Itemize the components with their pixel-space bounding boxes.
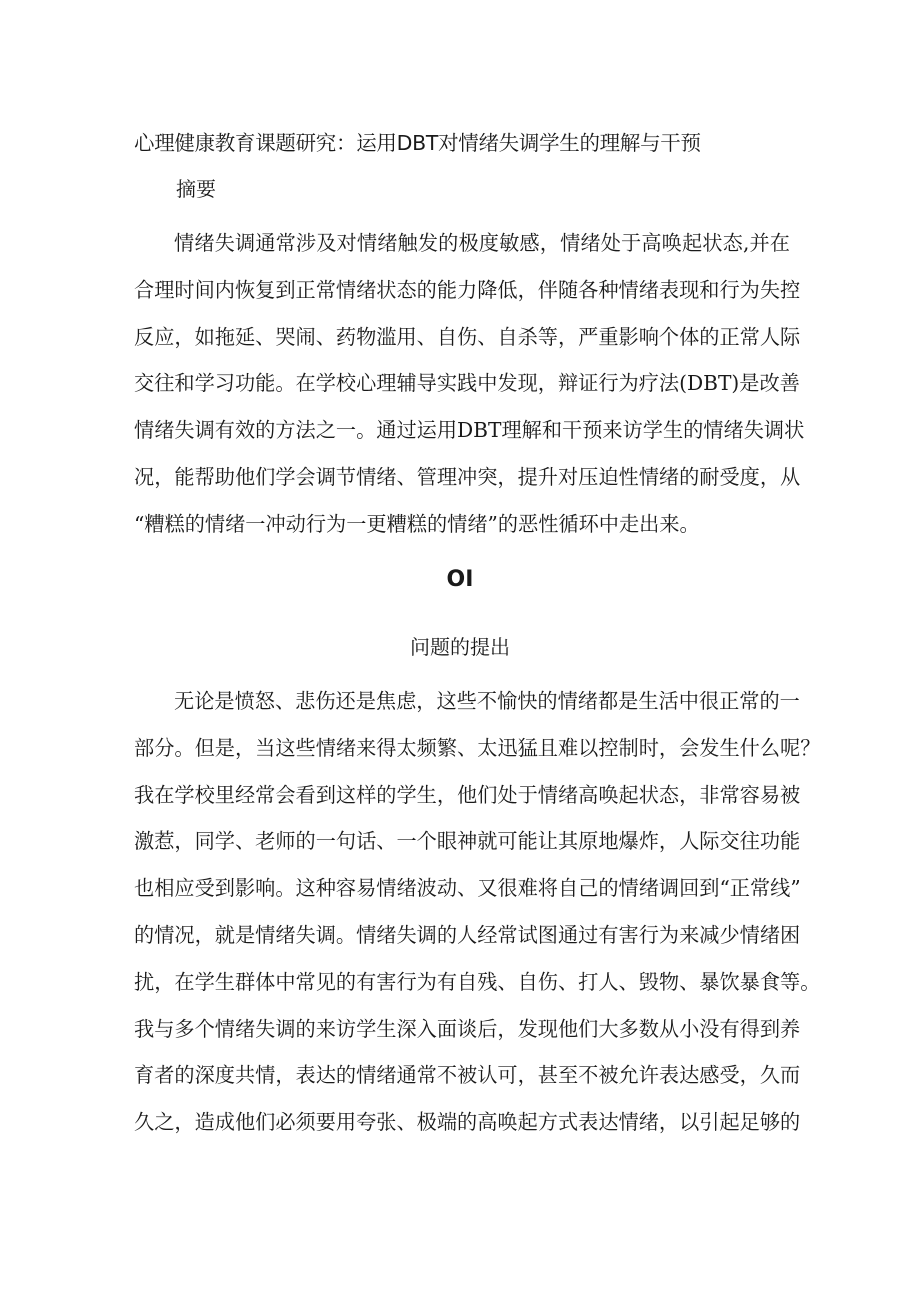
abstract-heading: 摘要 <box>176 177 216 201</box>
section-number: OI <box>446 567 474 592</box>
section-line: 我在学校里经常会看到这样的学生，他们处于情绪高唤起状态，非常容易被 <box>134 782 801 807</box>
abstract-line: 反应，如拖延、哭闹、药物滥用、自伤、自杀等，严重影响个体的正常人际 <box>134 324 801 349</box>
section-line: 我与多个情绪失调的来访学生深入面谈后，发现他们大多数从小没有得到养 <box>134 1016 801 1041</box>
section-line: 激惹，同学、老师的一句话、一个眼神就可能让其原地爆炸，人际交往功能 <box>134 829 801 854</box>
abstract-line: “糟糕的情绪一冲动行为一更糟糕的情绪”的恶性循环中走出来。 <box>134 511 700 536</box>
section-line: 育者的深度共情，表达的情绪通常不被认可，甚至不被允许表达感受，久而 <box>134 1063 801 1088</box>
section-line: 也相应受到影响。这种容易情绪波动、又很难将自己的情绪调回到“正常线” <box>134 876 801 901</box>
section-line: 扰，在学生群体中常见的有害行为有自残、自伤、打人、毁物、暴饮暴食等。 <box>134 969 821 994</box>
abstract-paragraph <box>134 220 805 548</box>
abstract-line: 交往和学习功能。在学校心理辅导实践中发现，辩证行为疗法(DBT)是改善 <box>134 371 800 396</box>
section-paragraph <box>134 678 821 1146</box>
document-title: 心理健康教育课题研究：运用DBT对情绪失调学生的理解与干预 <box>134 131 701 155</box>
section-line: 部分。但是，当这些情绪来得太频繁、太迅猛且难以控制时，会发生什么呢？ <box>134 735 821 760</box>
section-line: 的情况，就是情绪失调。情绪失调的人经常试图通过有害行为来减少情绪困 <box>134 922 801 947</box>
section-title: 问题的提出 <box>410 635 510 659</box>
abstract-line: 合理时间内恢复到正常情绪状态的能力降低，伴随各种情绪表现和行为失控 <box>134 277 801 302</box>
abstract-line: 况，能帮助他们学会调节情绪、管理冲突，提升对压迫性情绪的耐受度，从 <box>134 464 801 489</box>
abstract-line: 情绪失调通常涉及对情绪触发的极度敏感，情绪处于高唤起状态,并在 <box>174 231 790 255</box>
section-line: 无论是愤怒、悲伤还是焦虑，这些不愉快的情绪都是生活中很正常的一 <box>174 689 800 713</box>
abstract-line: 情绪失调有效的方法之一。通过运用DBT理解和干预来访学生的情绪失调状 <box>134 418 805 443</box>
section-line: 久之，造成他们必须要用夸张、极端的高唤起方式表达情绪，以引起足够的 <box>134 1110 801 1135</box>
